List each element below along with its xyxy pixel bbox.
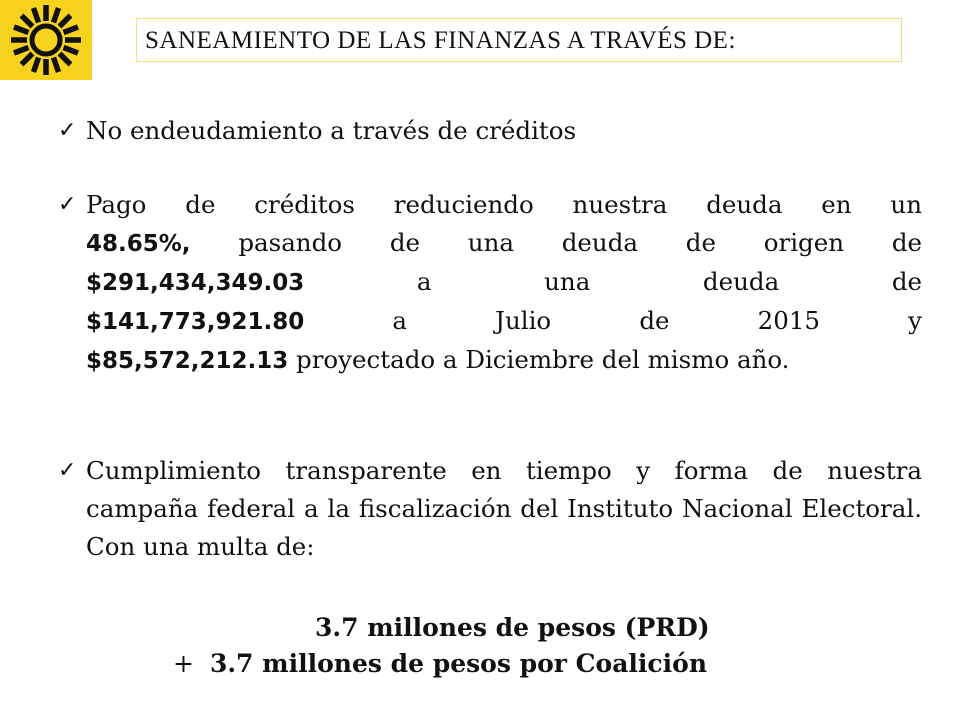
sun-logo-icon xyxy=(4,1,88,79)
party-logo xyxy=(0,0,92,80)
bullet-text-fragment: a una deuda de xyxy=(304,267,922,296)
bullet-line xyxy=(86,302,922,341)
page-title: SANEAMIENTO DE LAS FINANZAS A TRAVÉS DE: xyxy=(145,27,736,54)
july-debt-amount: $141,773,921.80 xyxy=(86,309,305,335)
fine-coalition-text: 3.7 millones de pesos por Coalición xyxy=(209,649,707,678)
bullet-text-fragment: proyectado a Diciembre del mismo año. xyxy=(288,345,790,374)
bullet-text-fragment: a Julio de 2015 y xyxy=(304,306,922,335)
bullet-item xyxy=(58,452,922,566)
original-debt-amount: $291,434,349.03 xyxy=(86,270,305,296)
checkmark-icon: ✓ xyxy=(58,192,77,217)
debt-reduction-percent: 48.65%, xyxy=(86,231,191,257)
bullet-line: Pago de créditos reduciendo nuestra deuda en un xyxy=(86,190,922,219)
checkmark-icon: ✓ xyxy=(58,118,77,143)
bullet-line xyxy=(86,263,922,302)
checkmark-icon: ✓ xyxy=(58,458,77,483)
bullet-line xyxy=(86,224,922,263)
projected-debt-amount: $85,572,212.13 xyxy=(86,348,289,374)
title-box xyxy=(136,18,902,62)
bullet-text-fragment: pasando de una deuda de origen de xyxy=(190,228,922,257)
bullet-item xyxy=(58,186,922,380)
fine-line-coalition xyxy=(173,645,707,683)
bullet-item xyxy=(58,112,922,150)
plus-sign: + xyxy=(173,649,194,678)
bullet-text: Cumplimiento transparente en tiempo y forma de nuestra campaña federal a la fiscalización del Instituto Nacional Electoral. Con una multa de: xyxy=(86,456,922,561)
bullet-text: No endeudamiento a través de créditos xyxy=(86,116,577,145)
fine-line-prd: 3.7 millones de pesos (PRD) xyxy=(315,613,710,642)
bullet-line xyxy=(86,341,922,380)
